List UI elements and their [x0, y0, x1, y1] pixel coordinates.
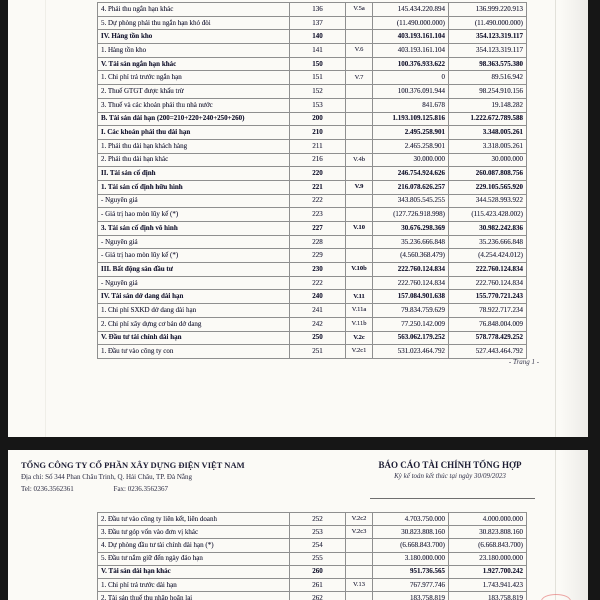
cell-note: V.4b [346, 153, 373, 167]
table-row [98, 249, 527, 263]
cell-v1: 2.495.258.901 [373, 126, 449, 140]
cell-label: II. Tài sản cố định [98, 167, 290, 181]
cell-code: 230 [290, 263, 346, 277]
company-contact [21, 485, 168, 493]
cell-v1: 30.000.000 [373, 153, 449, 167]
cell-v2: 229.105.565.920 [449, 180, 527, 194]
cell-label: - Nguyên giá [98, 276, 290, 290]
cell-code: 210 [290, 126, 346, 140]
cell-code: 251 [290, 345, 346, 359]
cell-v2: 23.180.000.000 [449, 552, 527, 565]
cell-code: 254 [290, 539, 346, 552]
page-2 [8, 450, 588, 600]
cell-v1: 222.760.124.834 [373, 263, 449, 277]
cell-code: 261 [290, 578, 346, 591]
cell-v2: 30.000.000 [449, 153, 527, 167]
cell-note [346, 16, 373, 30]
cell-code: 255 [290, 552, 346, 565]
cell-v2: 136.999.220.913 [449, 3, 527, 17]
table-row [98, 208, 527, 222]
cell-label: 1. Chi phí SXKD dở dang dài hạn [98, 304, 290, 318]
cell-label: I. Các khoản phải thu dài hạn [98, 126, 290, 140]
table-row [98, 578, 527, 591]
page-number: - Trang 1 - [508, 358, 540, 366]
cell-v1: 145.434.220.894 [373, 3, 449, 17]
table-row [98, 153, 527, 167]
page-edge-shadow [560, 0, 588, 437]
cell-note [346, 276, 373, 290]
cell-label: 1. Hàng tồn kho [98, 44, 290, 58]
page-edge-shadow [560, 450, 588, 600]
report-title: BÁO CÁO TÀI CHÍNH TỔNG HỢP [378, 460, 522, 470]
cell-code: 262 [290, 592, 346, 600]
cell-v1: 246.754.924.626 [373, 167, 449, 181]
cell-label: 3. Thuế và các khoản phải thu nhà nước [98, 98, 290, 112]
cell-note [346, 592, 373, 600]
cell-code: 221 [290, 180, 346, 194]
cell-note: V.6 [346, 44, 373, 58]
cell-v1: (4.560.368.479) [373, 249, 449, 263]
cell-code: 223 [290, 208, 346, 222]
table-row [98, 526, 527, 539]
cell-v1: 3.180.000.000 [373, 552, 449, 565]
table-row [98, 317, 527, 331]
cell-note: V.11 [346, 290, 373, 304]
cell-v2: 155.770.721.243 [449, 290, 527, 304]
page-left-fold-line [45, 0, 46, 437]
cell-v2: 527.443.464.792 [449, 345, 527, 359]
cell-v1: 531.023.464.792 [373, 345, 449, 359]
cell-code: 140 [290, 30, 346, 44]
cell-note: V.2c2 [346, 513, 373, 526]
cell-v1: 563.062.179.252 [373, 331, 449, 345]
cell-note: V.5a [346, 3, 373, 17]
cell-note: V.2c1 [346, 345, 373, 359]
cell-v2: (11.490.000.000) [449, 16, 527, 30]
table-row [98, 139, 527, 153]
cell-note: V.7 [346, 71, 373, 85]
cell-v2: (115.423.428.002) [449, 208, 527, 222]
company-address: Địa chỉ: Số 344 Phan Châu Trinh, Q. Hải Châu, TP. Đà Nẵng [21, 473, 192, 481]
cell-code: 211 [290, 139, 346, 153]
table-row [98, 565, 527, 578]
table-row [98, 167, 527, 181]
cell-code: 228 [290, 235, 346, 249]
cell-v1: 35.236.666.848 [373, 235, 449, 249]
cell-v1: 403.193.161.104 [373, 30, 449, 44]
cell-v1: 343.805.545.255 [373, 194, 449, 208]
cell-code: 222 [290, 276, 346, 290]
cell-note [346, 139, 373, 153]
cell-v2: 222.760.124.834 [449, 276, 527, 290]
cell-v1: 841.678 [373, 98, 449, 112]
table-row [98, 235, 527, 249]
table-row [98, 592, 527, 600]
cell-label: - Giá trị hao mòn lũy kế (*) [98, 249, 290, 263]
cell-label: - Nguyên giá [98, 194, 290, 208]
cell-v2: 98.363.575.380 [449, 57, 527, 71]
company-fax: Fax: 0236.3562367 [113, 485, 168, 493]
cell-v2: 578.778.429.252 [449, 331, 527, 345]
table-row [98, 3, 527, 17]
cell-code: 241 [290, 304, 346, 318]
cell-v2: 222.760.124.834 [449, 263, 527, 277]
cell-note [346, 126, 373, 140]
cell-label: III. Bất động sản đầu tư [98, 263, 290, 277]
cell-v2: 344.528.993.922 [449, 194, 527, 208]
cell-code: 220 [290, 167, 346, 181]
cell-note [346, 112, 373, 126]
cell-code: 136 [290, 3, 346, 17]
cell-label: 2. Tài sản thuế thu nhập hoãn lại [98, 592, 290, 600]
cell-v1: 183.758.819 [373, 592, 449, 600]
table-row [98, 290, 527, 304]
cell-v1: (6.668.843.700) [373, 539, 449, 552]
cell-label: B. Tài sản dài hạn (200=210+220+240+250+260) [98, 112, 290, 126]
cell-label: 2. Thuế GTGT được khấu trừ [98, 85, 290, 99]
cell-code: 227 [290, 222, 346, 236]
cell-v2: (4.254.424.012) [449, 249, 527, 263]
page-1 [8, 0, 588, 437]
cell-v1: 767.977.746 [373, 578, 449, 591]
cell-code: 151 [290, 71, 346, 85]
cell-v2: 260.087.808.756 [449, 167, 527, 181]
cell-code: 240 [290, 290, 346, 304]
table-row [98, 552, 527, 565]
table-row [98, 16, 527, 30]
cell-note [346, 57, 373, 71]
cell-label: 4. Phải thu ngắn hạn khác [98, 3, 290, 17]
cell-note: V.2c [346, 331, 373, 345]
cell-code: 216 [290, 153, 346, 167]
cell-code: 152 [290, 85, 346, 99]
cell-v2: 30.982.242.836 [449, 222, 527, 236]
cell-v2: 3.348.005.261 [449, 126, 527, 140]
cell-code: 141 [290, 44, 346, 58]
cell-v2: 89.516.942 [449, 71, 527, 85]
report-period: Kỳ kế toán kết thúc tại ngày 30/09/2023 [394, 472, 506, 480]
cell-v1: 222.760.124.834 [373, 276, 449, 290]
cell-v2: 76.848.004.009 [449, 317, 527, 331]
cell-v1: 1.193.109.125.816 [373, 112, 449, 126]
table-row [98, 263, 527, 277]
cell-label: IV. Hàng tồn kho [98, 30, 290, 44]
cell-v1: (127.726.918.998) [373, 208, 449, 222]
cell-label: 1. Phải thu dài hạn khách hàng [98, 139, 290, 153]
cell-label: 3. Đầu tư góp vốn vào đơn vị khác [98, 526, 290, 539]
cell-code: 150 [290, 57, 346, 71]
cell-v1: 100.376.091.944 [373, 85, 449, 99]
cell-code: 153 [290, 98, 346, 112]
table-row [98, 30, 527, 44]
cell-label: - Giá trị hao mòn lũy kế (*) [98, 208, 290, 222]
company-tel: Tel: 0236.3562361 [21, 485, 74, 493]
cell-v1: (11.490.000.000) [373, 16, 449, 30]
page-right-fold-line [555, 450, 556, 600]
cell-note [346, 208, 373, 222]
cell-label: V. Đầu tư tài chính dài hạn [98, 331, 290, 345]
cell-v2: 98.254.910.156 [449, 85, 527, 99]
cell-v1: 79.834.759.629 [373, 304, 449, 318]
cell-v1: 30.676.298.369 [373, 222, 449, 236]
cell-code: 200 [290, 112, 346, 126]
cell-note [346, 235, 373, 249]
table-row [98, 345, 527, 359]
cell-code: 260 [290, 565, 346, 578]
cell-label: 2. Phải thu dài hạn khác [98, 153, 290, 167]
table-row [98, 57, 527, 71]
cell-note: V.11b [346, 317, 373, 331]
table-row [98, 304, 527, 318]
cell-label: V. Tài sản dài hạn khác [98, 565, 290, 578]
cell-v2: 4.000.000.000 [449, 513, 527, 526]
cell-code: 137 [290, 16, 346, 30]
cell-note: V.13 [346, 578, 373, 591]
cell-v2: 354.123.319.117 [449, 30, 527, 44]
cell-note [346, 565, 373, 578]
cell-v2: 1.743.941.423 [449, 578, 527, 591]
cell-code: 252 [290, 513, 346, 526]
table-row [98, 98, 527, 112]
cell-label: 1. Đầu tư vào công ty con [98, 345, 290, 359]
cell-code: 229 [290, 249, 346, 263]
cell-label: 1. Tài sản cố định hữu hình [98, 180, 290, 194]
table-row [98, 513, 527, 526]
cell-note [346, 30, 373, 44]
cell-v2: 183.758.819 [449, 592, 527, 600]
table-row [98, 276, 527, 290]
cell-code: 253 [290, 526, 346, 539]
cell-v1: 100.376.933.622 [373, 57, 449, 71]
cell-label: 3. Tài sản cố định vô hình [98, 222, 290, 236]
cell-note [346, 98, 373, 112]
cell-code: 242 [290, 317, 346, 331]
cell-label: 2. Đầu tư vào công ty liên kết, liên doanh [98, 513, 290, 526]
cell-label: IV. Tài sản dở dang dài hạn [98, 290, 290, 304]
table-row [98, 44, 527, 58]
cell-note [346, 249, 373, 263]
cell-code: 250 [290, 331, 346, 345]
cell-note [346, 194, 373, 208]
cell-note: V.10 [346, 222, 373, 236]
cell-label: 5. Đầu tư nắm giữ đến ngày đáo hạn [98, 552, 290, 565]
cell-label: 4. Dự phòng đầu tư tài chính dài hạn (*) [98, 539, 290, 552]
cell-v2: 1.927.700.242 [449, 565, 527, 578]
cell-v1: 403.193.161.104 [373, 44, 449, 58]
cell-v2: 30.823.808.160 [449, 526, 527, 539]
cell-note [346, 539, 373, 552]
cell-v1: 157.084.901.638 [373, 290, 449, 304]
table-row [98, 85, 527, 99]
cell-v2: 1.222.672.789.588 [449, 112, 527, 126]
table-row [98, 112, 527, 126]
cell-code: 222 [290, 194, 346, 208]
cell-v2: 3.318.005.261 [449, 139, 527, 153]
cell-v2: 19.148.282 [449, 98, 527, 112]
company-name: TỔNG CÔNG TY CỔ PHẦN XÂY DỰNG ĐIỆN VIỆT NAM [21, 460, 245, 470]
table-row [98, 331, 527, 345]
header-divider [370, 498, 535, 499]
cell-label: 2. Chi phí xây dựng cơ bản dở dang [98, 317, 290, 331]
table-row [98, 222, 527, 236]
cell-v1: 951.736.565 [373, 565, 449, 578]
table-row [98, 180, 527, 194]
cell-label: V. Tài sản ngắn hạn khác [98, 57, 290, 71]
financial-table-page2 [97, 512, 527, 600]
cell-note: V.9 [346, 180, 373, 194]
cell-label: 5. Dự phòng phải thu ngắn hạn khó đòi [98, 16, 290, 30]
cell-v1: 2.465.258.901 [373, 139, 449, 153]
cell-v2: 354.123.319.117 [449, 44, 527, 58]
cell-label: - Nguyên giá [98, 235, 290, 249]
cell-note [346, 167, 373, 181]
cell-v1: 216.078.626.257 [373, 180, 449, 194]
cell-v2: 78.922.717.234 [449, 304, 527, 318]
cell-v1: 30.823.808.160 [373, 526, 449, 539]
financial-table-page1 [97, 2, 527, 359]
table-row [98, 126, 527, 140]
cell-v1: 77.250.142.009 [373, 317, 449, 331]
table-row [98, 71, 527, 85]
cell-note: V.10b [346, 263, 373, 277]
table-row [98, 194, 527, 208]
cell-label: 1. Chi phí trả trước dài hạn [98, 578, 290, 591]
cell-note: V.11a [346, 304, 373, 318]
cell-note [346, 85, 373, 99]
cell-v1: 0 [373, 71, 449, 85]
cell-note [346, 552, 373, 565]
page-right-fold-line [555, 0, 556, 437]
cell-label: 1. Chi phí trả trước ngắn hạn [98, 71, 290, 85]
table-row [98, 539, 527, 552]
cell-v2: 35.236.666.848 [449, 235, 527, 249]
cell-v2: (6.668.843.700) [449, 539, 527, 552]
cell-note: V.2c3 [346, 526, 373, 539]
cell-v1: 4.703.750.000 [373, 513, 449, 526]
